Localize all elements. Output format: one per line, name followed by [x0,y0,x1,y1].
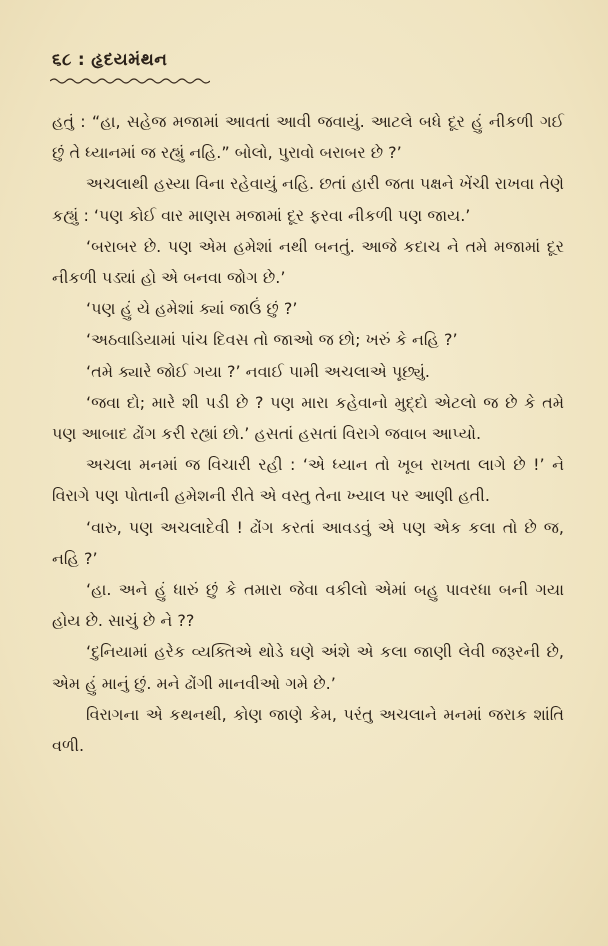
body-text [52,106,564,761]
paragraph: ‘તમે ક્યારે જોઈ ગયા ?’ નવાઈ પામી અચલાએ પૂછ્યું. [86,361,430,381]
paragraph: ‘જવા દો; મારે શી પડી છે ? પણ મારા કહેવાનો મુદ્દો એટલો જ છે કે તમે પણ આબાદ ઢોંગ કરી રહ્યાં છો.’ હસતાં હસતાં વિરાગે જવાબ આપ્યો. [52,392,564,444]
paragraph: ‘પણ હું યે હમેશાં ક્યાં જાઉં છું ?’ [86,299,298,319]
paragraph: ‘હા. અને હું ધારું છું કે તમારા જેવા વકીલો એમાં બહુ પાવરધા બની ગયા હોય છે. સાચું છે ને ?? [52,580,564,631]
paragraph: અચલા મનમાં જ વિચારી રહી : ‘એ ધ્યાન તો ખૂબ રાખતા લાગે છે !’ ને વિરાગે પણ પોતાની હમેશની રીતે એ વસ્તુ તેના ખ્યાલ પર આણી હતી. [52,455,564,506]
paragraph: ‘બરાબર છે. પણ એમ હમેશાં નથી બનતું. આજે કદાચ ને તમે મજામાં દૂર નીકળી પડ્યાં હો એ બનવા જોગ છે.’ [52,236,564,288]
paragraph: હતું : “હા, સહેજ મજામાં આવતાં આવી જવાયું. આટલે બધે દૂર હું નીકળી ગઈ છું તે ધ્યાનમાં જ રહ્યું નહિ.” બોલો, પુરાવો બરાબર છે ?’ [52,112,564,163]
page-number: ૬૮ [52,50,72,70]
paragraph: અચલાથી હસ્યા વિના રહેવાયું નહિ. છતાં હારી જતા પક્ષને ખેંચી રાખવા તેણે કહ્યું : ‘પણ કોઈ વાર માણસ મજામાં દૂર ફરવા નીકળી પણ જાય.’ [52,174,564,225]
header-separator: : [77,50,86,70]
paragraph: ‘અઠવાડિયામાં પાંચ દિવસ તો જાઓ જ છો; ખરું કે નહિ ?’ [86,330,458,350]
running-header [52,50,167,70]
chapter-title: હૃદયમંથન [91,50,168,70]
paragraph: વિરાગના એ કથનથી, કોણ જાણે કેમ, પરંતુ અચલાને મનમાં જરાક શાંતિ વળી. [52,704,564,756]
paragraph: ‘વારુ, પણ અચલાદેવી ! ઢોંગ કરતાં આવડવું એ પણ એક કલા તો છે જ, નહિ ?’ [52,517,564,568]
paragraph: ‘દુનિયામાં હરેક વ્યક્તિએ થોડે ઘણે અંશે એ કલા જાણી લેવી જરૂરની છે, એમ હું માનું છું. મને ઢોંગી માનવીઓ ગમે છે.’ [52,642,564,693]
header-underline-ornament [50,76,210,86]
